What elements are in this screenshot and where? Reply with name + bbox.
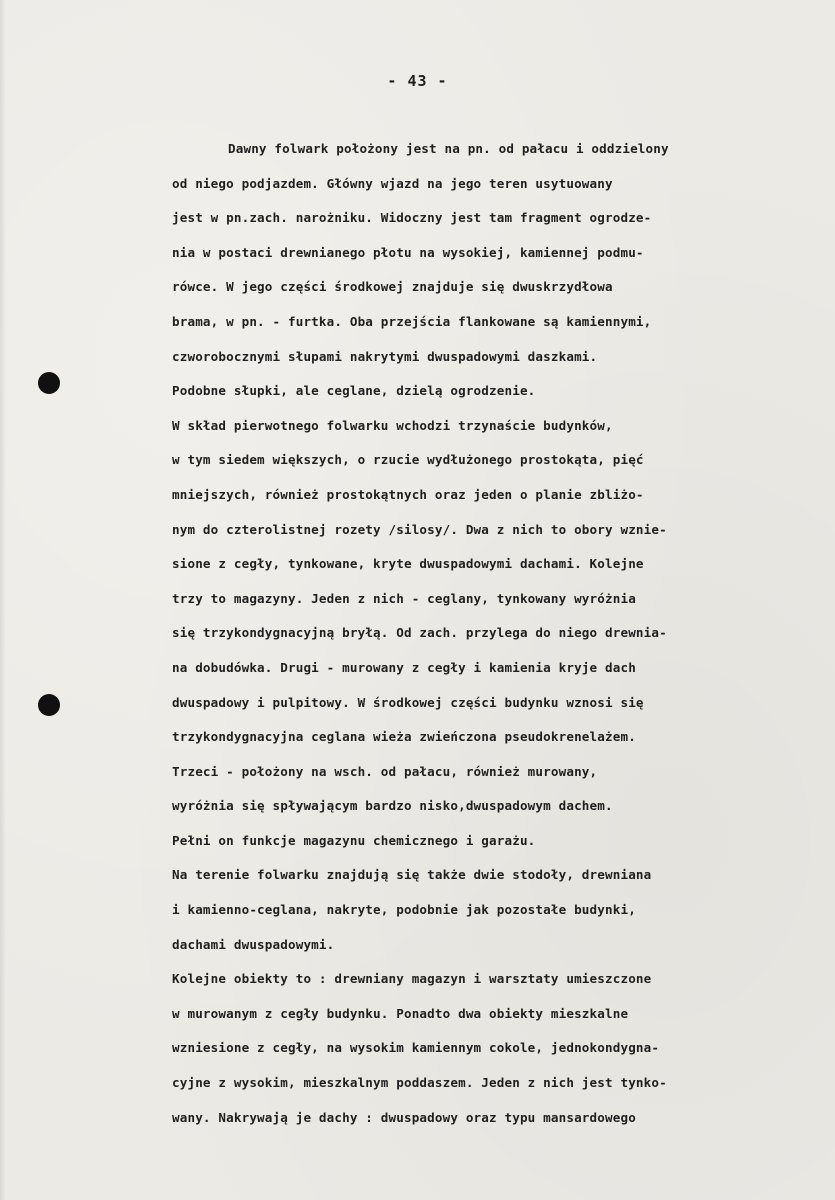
text-line: jest w pn.zach. narożniku. Widoczny jest tam fragment ogrodze-	[172, 210, 652, 226]
text-line: wyróżnia się spływającym bardzo nisko,dwuspadowym dachem.	[172, 798, 613, 814]
text-line: i kamienno-ceglana, nakryte, podobnie jak pozostałe budynki,	[172, 902, 636, 918]
text-line: rówce. W jego części środkowej znajduje się dwuskrzydłowa	[172, 279, 613, 295]
text-line: trzykondygnacyjna ceglana wieża zwieńczona pseudokrenelażem.	[172, 729, 636, 745]
text-line: Dawny folwark położony jest na pn. od pałacu i oddzielony	[228, 141, 669, 156]
typewritten-text	[172, 139, 822, 1142]
punch-hole-top	[38, 372, 60, 394]
text-line: wzniesione z cegły, na wysokim kamiennym cokole, jednokondygna-	[172, 1040, 660, 1056]
text-line: Kolejne obiekty to : drewniany magazyn i warsztaty umieszczone	[172, 971, 652, 987]
text-line: dachami dwuspadowymi.	[172, 936, 335, 952]
text-line: na dobudówka. Drugi - murowany z cegły i kamienia kryje dach	[172, 659, 636, 675]
text-line: w tym siedem większych, o rzucie wydłużonego prostokąta, pięć	[172, 452, 644, 468]
text-line: Pełni on funkcje magazynu chemicznego i garażu.	[172, 832, 536, 848]
text-line: czworobocznymi słupami nakrytymi dwuspadowymi daszkami.	[172, 348, 598, 364]
text-line: sione z cegły, tynkowane, kryte dwuspadowymi dachami. Kolejne	[172, 556, 644, 572]
text-line: cyjne z wysokim, mieszkalnym poddaszem. Jeden z nich jest tynko-	[172, 1075, 667, 1091]
text-line: W skład pierwotnego folwarku wchodzi trzynaście budynków,	[172, 417, 613, 433]
page-edge-shadow	[0, 0, 6, 1200]
text-line: brama, w pn. - furtka. Oba przejścia flankowane są kamiennymi,	[172, 313, 652, 329]
text-line: wany. Nakrywają je dachy : dwuspadowy oraz typu mansardowego	[172, 1109, 636, 1125]
text-line: trzy to magazyny. Jeden z nich - ceglany, tynkowany wyróżnia	[172, 590, 636, 606]
text-line: nia w postaci drewnianego płotu na wysokiej, kamiennej podmu-	[172, 244, 644, 260]
page-number: - 43 -	[387, 72, 448, 90]
text-line: się trzykondygnacyjną bryłą. Od zach. przylega do niego drewnia-	[172, 625, 667, 641]
text-line: nym do czterolistnej rozety /silosy/. Dwa z nich to obory wznie-	[172, 521, 667, 537]
text-line: Podobne słupki, ale ceglane, dzielą ogrodzenie.	[172, 383, 536, 399]
text-line: w murowanym z cegły budynku. Ponadto dwa obiekty mieszkalne	[172, 1005, 629, 1021]
text-line: dwuspadowy i pulpitowy. W środkowej części budynku wznosi się	[172, 694, 644, 710]
text-line: Na terenie folwarku znajdują się także dwie stodoły, drewniana	[172, 867, 652, 883]
text-line: od niego podjazdem. Główny wjazd na jego teren usytuowany	[172, 175, 613, 191]
text-line: Trzeci - położony na wsch. od pałacu, również murowany,	[172, 763, 598, 779]
punch-hole-bottom	[38, 694, 60, 716]
text-line: mniejszych, również prostokątnych oraz jeden o planie zbliżo-	[172, 486, 644, 502]
